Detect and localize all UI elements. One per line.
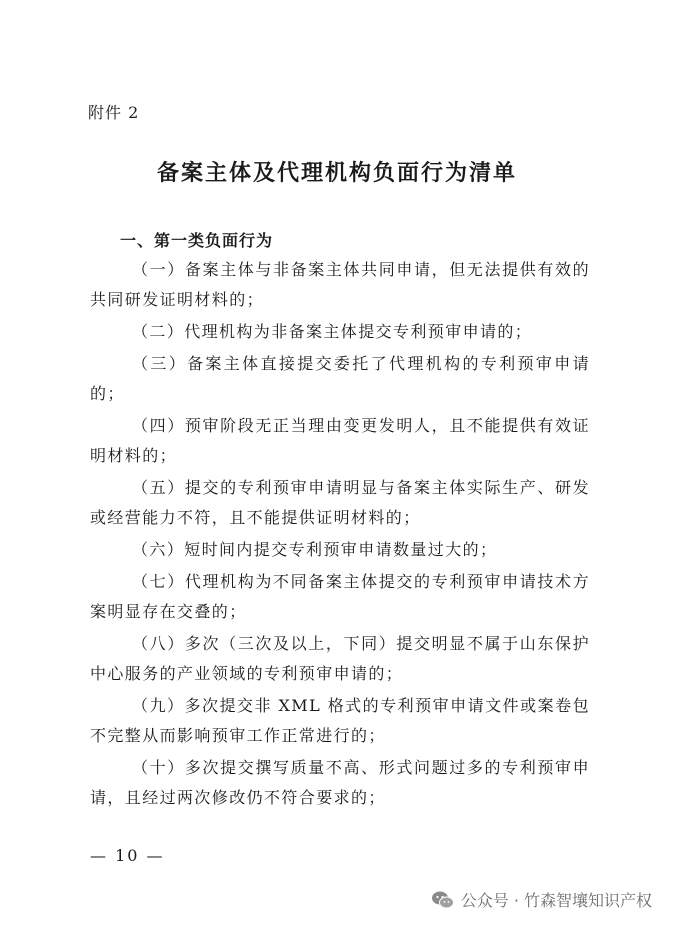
list-item: （四）预审阶段无正当理由变更发明人，且不能提供有效证明材料的； — [90, 416, 590, 465]
list-item: （五）提交的专利预审申请明显与备案主体实际生产、研发或经营能力不符，且不能提供证明材料的； — [90, 478, 590, 527]
wechat-icon — [431, 890, 455, 910]
watermark — [431, 888, 652, 911]
list-item: （六）短时间内提交专利预审申请数量过大的； — [132, 540, 498, 559]
item-list — [90, 255, 590, 815]
page-number: — 10 — — [90, 846, 165, 865]
list-item: （九）多次提交非 XML 格式的专利预审申请文件或案卷包不完整从而影响预审工作正常进行的； — [90, 696, 590, 745]
list-item: （八）多次（三次及以上，下同）提交明显不属于山东保护中心服务的产业领域的专利预审申请的； — [90, 634, 590, 683]
section-heading: 一、第一类负面行为 — [120, 231, 274, 250]
attachment-label: 附件 2 — [88, 103, 140, 122]
list-item: （一）备案主体与非备案主体共同申请，但无法提供有效的共同研发证明材料的； — [90, 260, 590, 309]
list-item: （七）代理机构为不同备案主体提交的专利预审申请技术方案明显存在交叠的； — [90, 572, 590, 621]
list-item: （三）备案主体直接提交委托了代理机构的专利预审申请的； — [90, 354, 590, 403]
list-item: （十）多次提交撰写质量不高、形式问题过多的专利预审申请，且经过两次修改仍不符合要求的； — [90, 758, 590, 807]
document-title: 备案主体及代理机构负面行为清单 — [156, 161, 517, 186]
list-item: （二）代理机构为非备案主体提交专利预审申请的； — [132, 322, 533, 341]
watermark-text: 公众号 · 竹森智壤知识产权 — [460, 891, 652, 910]
